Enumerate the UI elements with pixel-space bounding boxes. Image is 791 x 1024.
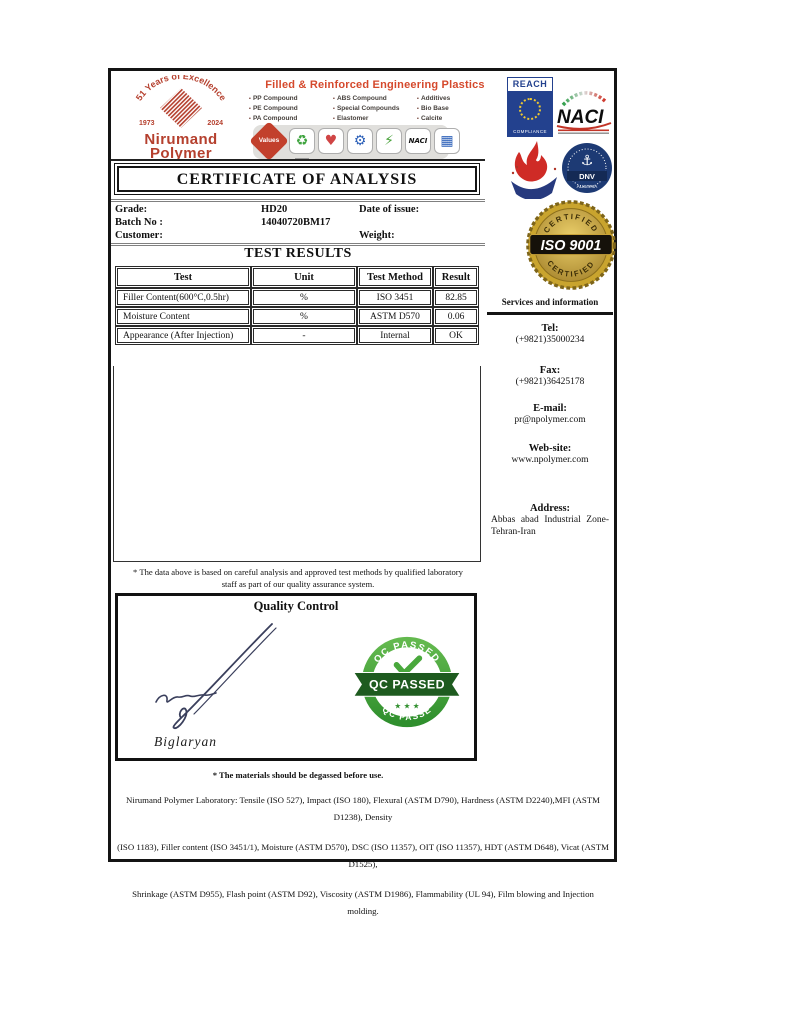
- col-test-method: Test Method: [357, 266, 433, 288]
- lab-line: Shrinkage (ASTM D955), Flash point (ASTM D92), Viscosity (ASTM D1986), Flammability (UL 94), Film blowing and Injection molding.: [132, 889, 594, 916]
- recycle-icon: ♻: [289, 128, 315, 154]
- contact-tel: [485, 323, 615, 345]
- cell-test: Moisture Content: [115, 307, 251, 326]
- test-results-title: TEST RESULTS: [244, 246, 352, 261]
- product-item: ▪ Additives: [417, 95, 451, 102]
- flame-icon: [515, 141, 547, 182]
- cell-unit: %: [251, 307, 357, 326]
- col-unit: Unit: [251, 266, 357, 288]
- iso-arc-top: CERTIFIED: [541, 211, 601, 235]
- care-hands-icon: ♥: [318, 128, 344, 154]
- naci-badge: [555, 81, 613, 137]
- cell-unit: %: [251, 288, 357, 307]
- brand-year-right: 2024: [207, 120, 223, 127]
- table-row: [115, 288, 479, 307]
- cell-method: ISO 3451: [357, 288, 433, 307]
- sidebar-divider: [487, 312, 613, 315]
- contact-fax: [485, 365, 615, 387]
- quality-footnote: [111, 566, 485, 590]
- values-strip: [253, 125, 454, 159]
- cell-test: Appearance (After Injection): [115, 326, 251, 345]
- qc-badge-arc-top: QC PASSED: [371, 639, 443, 666]
- weight-label: Weight:: [359, 230, 395, 241]
- footnote-line1: * The data above is based on careful analysis and approved test methods by qualified laboratory: [133, 567, 463, 577]
- product-item: ▪ PA Compound: [249, 115, 298, 122]
- reach-compliance-label: COMPLIANCE: [508, 127, 552, 136]
- naci-wordmark: NACI: [557, 107, 604, 128]
- lab-line: (ISO 1183), Filler content (ISO 3451/1), Moisture (ASTM D570), DSC (ISO 11357), OIT (ISO 11357), HDT (ASTM D648), Vicat (ASTM D1525),: [117, 842, 609, 869]
- tel-value: (+9821)35000234: [515, 335, 585, 345]
- iran-flag-arc-icon: [563, 93, 605, 105]
- product-item: ▪ Bio Base: [417, 105, 449, 112]
- gear-icon: ⚙: [347, 128, 373, 154]
- stars-icon: ★ ★ ★: [394, 701, 420, 711]
- tel-label: Tel:: [541, 323, 559, 334]
- products-title: Filled & Reinforced Engineering Plastics: [265, 79, 485, 91]
- qc-badge-arc-bottom: QC PASSE: [380, 704, 434, 723]
- brand-name-line1: Nirumand: [144, 131, 218, 148]
- footnote-line2: staff as part of our quality assurance system.: [221, 579, 375, 589]
- signatory-name: Biglaryan: [154, 734, 217, 749]
- iso-9001-label: ISO 9001: [540, 237, 602, 254]
- cell-result: 82.85: [433, 288, 479, 307]
- signature-icon: [140, 618, 290, 730]
- fax-value: (+9821)36425178: [515, 377, 585, 387]
- customer-label: Customer:: [115, 230, 163, 241]
- cell-result: OK: [433, 326, 479, 345]
- contact-website: [485, 443, 615, 465]
- degas-note: * The materials should be degassed before use.: [212, 770, 384, 780]
- dnv-label: DNV: [579, 172, 595, 181]
- lab-line: Nirumand Polymer Laboratory: Tensile (ISO 527), Impact (ISO 180), Flexural (ASTM D790), Hardness (ASTM D2240),MFI (ASTM D1238), Density: [126, 795, 600, 822]
- qc-passed-badge: [350, 630, 464, 734]
- brand-year-left: 1973: [139, 120, 155, 127]
- certificate-document: [108, 68, 617, 916]
- test-results-table: [115, 266, 479, 345]
- grade-value: HD20: [261, 204, 288, 215]
- laboratory-capabilities: [117, 792, 609, 933]
- cell-method: Internal: [357, 326, 433, 345]
- idea-bulb-icon: ⚡: [376, 128, 402, 154]
- grade-label: Grade:: [115, 204, 148, 215]
- anchor-icon: ⚓: [580, 153, 594, 169]
- contact-address: [485, 503, 615, 538]
- website-value: www.npolymer.com: [511, 455, 589, 465]
- naci-mini-icon: NACI: [405, 128, 431, 154]
- quality-control-title: Quality Control: [253, 599, 339, 613]
- batch-value: 14040720BM17: [261, 217, 331, 228]
- fax-label: Fax:: [539, 365, 561, 376]
- product-item: ▪ Special Compounds: [333, 105, 400, 112]
- dnv-austria-label: AUSTRIA: [576, 185, 598, 190]
- qc-badge-main-label: QC PASSED: [368, 677, 446, 692]
- col-test: Test: [115, 266, 251, 288]
- cell-unit: -: [251, 326, 357, 345]
- brand-logo: [115, 75, 247, 162]
- info-top-rule: [111, 199, 485, 202]
- blank-results-area: [113, 366, 481, 562]
- values-label: Values: [258, 137, 280, 144]
- product-item: ▪ PP Compound: [249, 95, 298, 102]
- brand-name-line2: Polymer: [150, 145, 212, 162]
- product-item: ▪ PE Compound: [249, 105, 298, 112]
- products-header: [249, 79, 501, 124]
- brand-diamond-icon: [160, 88, 202, 128]
- cell-method: ASTM D570: [357, 307, 433, 326]
- eu-stars-icon: [519, 98, 541, 120]
- email-label: E-mail:: [533, 403, 567, 414]
- table-header-row: [115, 266, 479, 288]
- cell-result: 0.06: [433, 307, 479, 326]
- date-of-issue-label: Date of issue:: [359, 204, 420, 215]
- services-heading: Services and information: [501, 297, 599, 307]
- brand-logo-icon: [115, 75, 247, 131]
- cell-test: Filler Content(600°C,0.5hr): [115, 288, 251, 307]
- dnv-austria-seal: [561, 141, 613, 197]
- table-row: [115, 307, 479, 326]
- email-value: pr@npolymer.com: [514, 415, 586, 425]
- iso-arc-bottom: CERTIFIED: [545, 258, 597, 279]
- address-value: Abbas abad Industrial Zone-Tehran-Iran: [491, 515, 609, 537]
- reach-compliance-badge: [507, 77, 553, 137]
- product-item: ▪ ABS Compound: [333, 95, 387, 102]
- quality-control-section: [115, 593, 477, 761]
- quality-award-flame-badge: [507, 139, 561, 199]
- iso-9001-seal: [525, 199, 617, 291]
- reach-label: REACH: [512, 79, 548, 89]
- table-row: [115, 326, 479, 345]
- brand-arc-text: 51 Years of Excellence: [133, 75, 229, 103]
- col-result: Result: [433, 266, 479, 288]
- batch-label: Batch No :: [115, 217, 163, 228]
- contact-email: [485, 403, 615, 425]
- address-label: Address:: [529, 503, 571, 514]
- header-divider: [111, 159, 485, 161]
- certificate-mini-icon: ▦: [434, 128, 460, 154]
- certificate-title: CERTIFICATE OF ANALYSIS: [117, 166, 477, 192]
- product-item: ▪ Calcite: [417, 115, 443, 122]
- product-item: ▪ Elastomer: [333, 115, 369, 122]
- website-label: Web-site:: [528, 443, 572, 454]
